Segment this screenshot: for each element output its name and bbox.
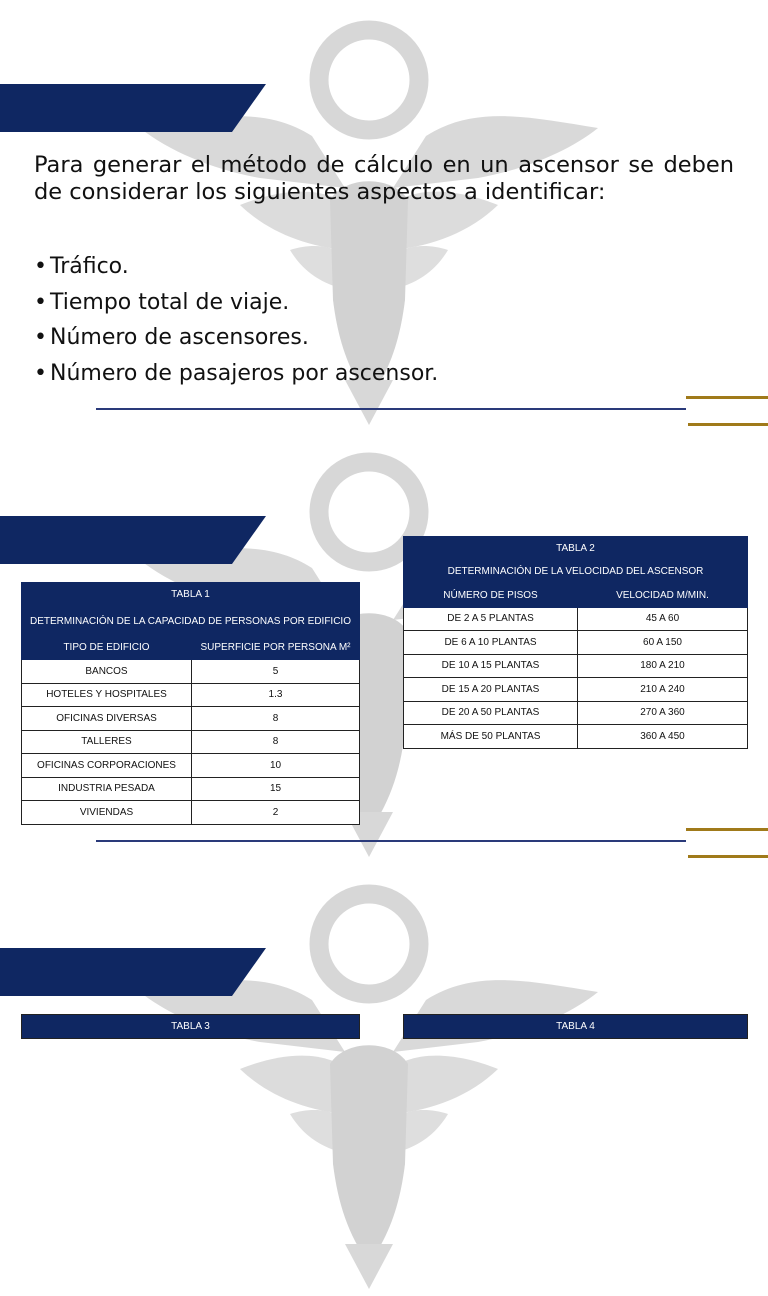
table-row bbox=[404, 631, 748, 655]
table-row bbox=[404, 654, 748, 678]
table-cell: DE 15 A 20 PLANTAS bbox=[404, 678, 578, 702]
table-cell: OFICINAS CORPORACIONES bbox=[22, 754, 192, 778]
table-row bbox=[22, 707, 360, 731]
eagle-watermark-icon bbox=[0, 864, 768, 1296]
table-row bbox=[404, 701, 748, 725]
table-cell: 210 A 240 bbox=[578, 678, 748, 702]
slide-2 bbox=[0, 432, 768, 864]
bullet-item: • Número de pasajeros por ascensor. bbox=[34, 359, 438, 395]
table-cell: 10 bbox=[192, 754, 360, 778]
table-3 bbox=[21, 1014, 360, 1039]
table-row bbox=[404, 725, 748, 749]
footer-rule bbox=[96, 840, 686, 842]
table-caption: TABLA 1 bbox=[22, 583, 360, 607]
table-row bbox=[22, 730, 360, 754]
table-4 bbox=[403, 1014, 748, 1039]
table-cell: 2 bbox=[192, 801, 360, 825]
table-cell: DE 2 A 5 PLANTAS bbox=[404, 607, 578, 631]
column-header: TIPO DE EDIFICIO bbox=[22, 636, 192, 660]
table-cell: 270 A 360 bbox=[578, 701, 748, 725]
table-cell: 360 A 450 bbox=[578, 725, 748, 749]
corner-tab-decoration bbox=[0, 84, 266, 132]
table-cell: 15 bbox=[192, 777, 360, 801]
table-row bbox=[404, 607, 748, 631]
table-cell: BANCOS bbox=[22, 660, 192, 684]
table-row bbox=[22, 777, 360, 801]
table-caption: TABLA 2 bbox=[404, 537, 748, 561]
gold-line bbox=[688, 855, 768, 858]
table-cell: 45 A 60 bbox=[578, 607, 748, 631]
table-cell: DE 20 A 50 PLANTAS bbox=[404, 701, 578, 725]
table-cell: 8 bbox=[192, 707, 360, 731]
table-title: DETERMINACIÓN DE LA CAPACIDAD DE PERSONAS POR EDIFICIO bbox=[22, 606, 360, 636]
gold-line bbox=[686, 396, 768, 399]
gold-line bbox=[688, 423, 768, 426]
table-cell: HOTELES Y HOSPITALES bbox=[22, 683, 192, 707]
table-cell: VIVIENDAS bbox=[22, 801, 192, 825]
slide-1 bbox=[0, 0, 768, 432]
table-cell: 1.3 bbox=[192, 683, 360, 707]
bullet-item: • Tiempo total de viaje. bbox=[34, 288, 438, 324]
table-row bbox=[404, 678, 748, 702]
table-2 bbox=[403, 536, 748, 749]
table-cell: MÁS DE 50 PLANTAS bbox=[404, 725, 578, 749]
corner-tab-decoration bbox=[0, 948, 266, 996]
table-caption: TABLA 4 bbox=[404, 1015, 748, 1039]
table-cell: DE 6 A 10 PLANTAS bbox=[404, 631, 578, 655]
aspects-list bbox=[34, 252, 438, 394]
table-caption: TABLA 3 bbox=[22, 1015, 360, 1039]
table-title: DETERMINACIÓN DE LA VELOCIDAD DEL ASCENSOR bbox=[404, 560, 748, 584]
column-header: SUPERFICIE POR PERSONA M² bbox=[192, 636, 360, 660]
table-row bbox=[22, 801, 360, 825]
table-cell: 5 bbox=[192, 660, 360, 684]
table-cell: 180 A 210 bbox=[578, 654, 748, 678]
table-row bbox=[22, 683, 360, 707]
corner-tab-decoration bbox=[0, 516, 266, 564]
column-header: VELOCIDAD M/MIN. bbox=[578, 584, 748, 608]
table-cell: DE 10 A 15 PLANTAS bbox=[404, 654, 578, 678]
footer-rule bbox=[96, 408, 686, 410]
table-1 bbox=[21, 582, 360, 825]
table-cell: 8 bbox=[192, 730, 360, 754]
table-cell: INDUSTRIA PESADA bbox=[22, 777, 192, 801]
bullet-item: • Tráfico. bbox=[34, 252, 438, 288]
table-cell: TALLERES bbox=[22, 730, 192, 754]
bullet-item: • Número de ascensores. bbox=[34, 323, 438, 359]
slide-3 bbox=[0, 864, 768, 1032]
gold-line bbox=[686, 828, 768, 831]
table-row bbox=[22, 754, 360, 778]
intro-text: Para generar el método de cálculo en un ascensor se deben de considerar los siguientes aspectos a identificar: bbox=[34, 152, 734, 205]
table-cell: OFICINAS DIVERSAS bbox=[22, 707, 192, 731]
table-row bbox=[22, 660, 360, 684]
table-cell: 60 A 150 bbox=[578, 631, 748, 655]
column-header: NÚMERO DE PISOS bbox=[404, 584, 578, 608]
